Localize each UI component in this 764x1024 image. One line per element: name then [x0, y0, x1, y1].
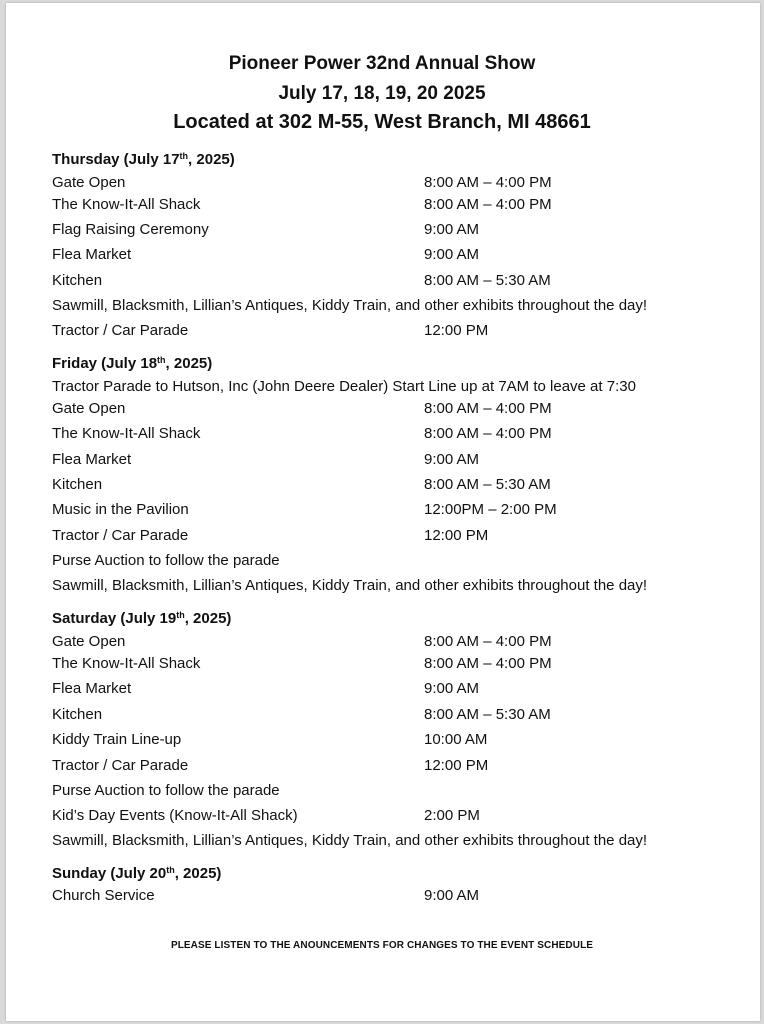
event-name: Kiddy Train Line-up: [52, 731, 182, 748]
event-name: Tractor / Car Parade: [52, 527, 189, 544]
friday-heading: Friday (July 18th, 2025): [52, 355, 213, 372]
event-name: Kitchen: [52, 476, 103, 493]
purse-auction-note: Purse Auction to follow the parade: [52, 782, 280, 799]
show-dates: July 17, 18, 19, 20 2025: [278, 83, 486, 104]
event-time: 8:00 AM – 4:00 PM: [424, 633, 552, 650]
event-time: 8:00 AM – 4:00 PM: [424, 400, 552, 417]
event-name: The Know-It-All Shack: [52, 196, 201, 213]
event-time: 9:00 AM: [424, 221, 480, 238]
event-name: Flea Market: [52, 246, 132, 263]
exhibits-note: Sawmill, Blacksmith, Lillian’s Antiques, Kiddy Train, and other exhibits throughout the day!: [52, 832, 648, 849]
event-time: 9:00 AM: [424, 680, 480, 697]
event-time: 12:00 PM: [424, 322, 489, 339]
exhibits-note: Sawmill, Blacksmith, Lillian’s Antiques, Kiddy Train, and other exhibits throughout the day!: [52, 577, 648, 594]
event-name: Gate Open: [52, 174, 126, 191]
event-time: 8:00 AM – 5:30 AM: [424, 272, 551, 289]
event-name: Flea Market: [52, 680, 132, 697]
event-time: 10:00 AM: [424, 731, 488, 748]
show-title: Pioneer Power 32nd Annual Show: [228, 53, 536, 74]
event-name: The Know-It-All Shack: [52, 655, 201, 672]
event-name: Flag Raising Ceremony: [52, 221, 209, 238]
event-time: 8:00 AM – 4:00 PM: [424, 196, 552, 213]
thursday-heading: Thursday (July 17th, 2025): [52, 151, 235, 168]
event-time: 12:00 PM: [424, 757, 489, 774]
event-time: 8:00 AM – 5:30 AM: [424, 476, 551, 493]
saturday-heading: Saturday (July 19th, 2025): [52, 610, 232, 627]
event-name: Tractor / Car Parade: [52, 322, 189, 339]
event-time: 8:00 AM – 4:00 PM: [424, 174, 552, 191]
event-time: 8:00 AM – 4:00 PM: [424, 655, 552, 672]
event-time: 12:00 PM: [424, 527, 489, 544]
tractor-parade-note: Tractor Parade to Hutson, Inc (John Deere Dealer) Start Line up at 7AM to leave at 7:30: [52, 378, 636, 395]
event-name: Church Service: [52, 887, 155, 904]
event-time: 2:00 PM: [424, 807, 480, 824]
event-name: Kitchen: [52, 272, 103, 289]
event-time: 9:00 AM: [424, 451, 480, 468]
exhibits-note: Sawmill, Blacksmith, Lillian’s Antiques, Kiddy Train, and other exhibits throughout the day!: [52, 297, 648, 314]
event-name: The Know-It-All Shack: [52, 425, 201, 442]
event-time: 9:00 AM: [424, 887, 480, 904]
event-name: Flea Market: [52, 451, 132, 468]
announcement-footer: PLEASE LISTEN TO THE ANOUNCEMENTS FOR CHANGES TO THE EVENT SCHEDULE: [170, 940, 594, 951]
event-name: Kitchen: [52, 706, 103, 723]
event-time: 9:00 AM: [424, 246, 480, 263]
event-name: Tractor / Car Parade: [52, 757, 189, 774]
event-time: 8:00 AM – 4:00 PM: [424, 425, 552, 442]
purse-auction-note: Purse Auction to follow the parade: [52, 552, 280, 569]
show-location: Located at 302 M-55, West Branch, MI 48661: [173, 111, 591, 133]
event-time: 8:00 AM – 5:30 AM: [424, 706, 551, 723]
event-name: Kid’s Day Events (Know-It-All Shack): [52, 807, 298, 824]
event-time: 12:00PM – 2:00 PM: [424, 501, 557, 518]
event-name: Gate Open: [52, 633, 126, 650]
event-name: Gate Open: [52, 400, 126, 417]
event-name: Music in the Pavilion: [52, 501, 189, 518]
sunday-heading: Sunday (July 20th, 2025): [52, 865, 222, 882]
